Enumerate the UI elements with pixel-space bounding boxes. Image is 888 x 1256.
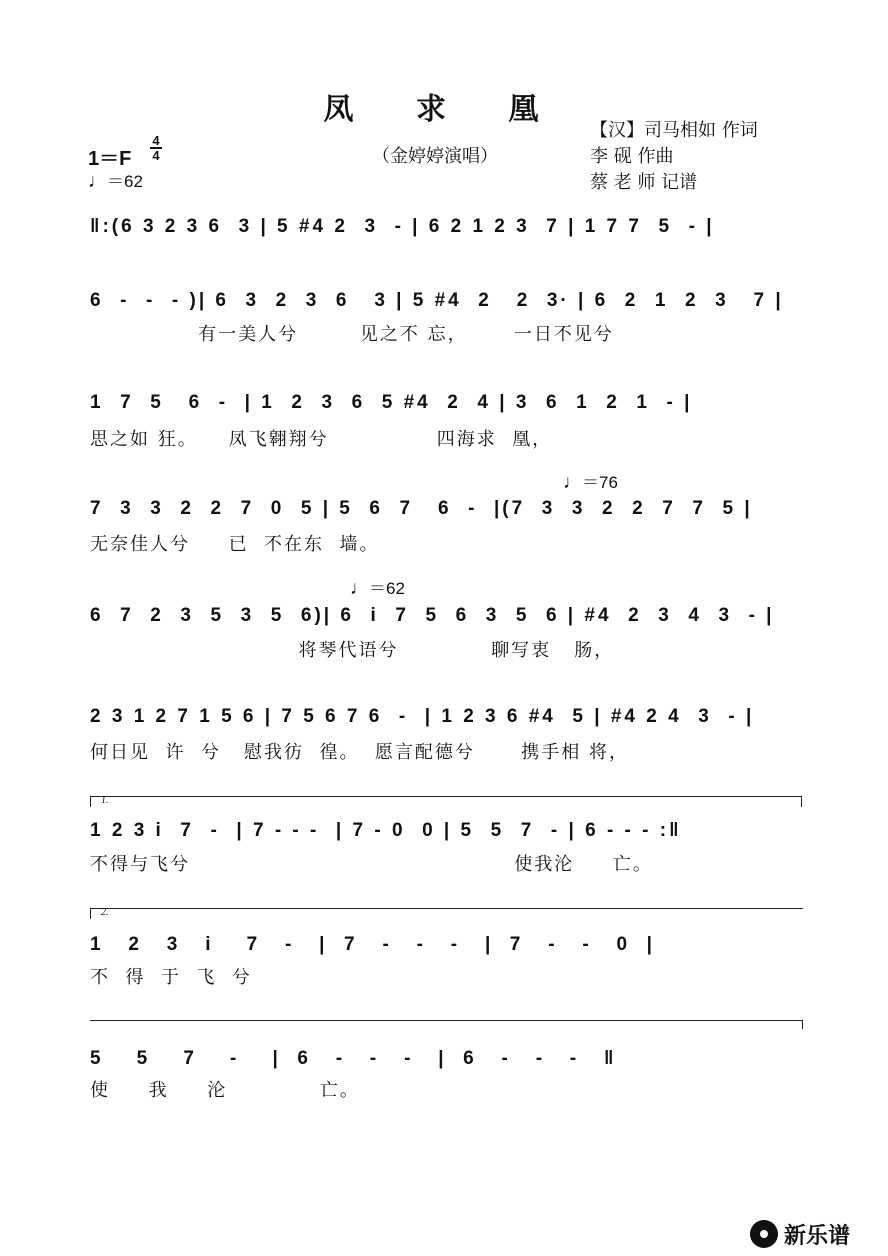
time-signature-top: 4 [152, 133, 160, 148]
music-line-9: 5 5 7 - | 6 - - - | 6 - - - ‖ [90, 1048, 617, 1069]
time-signature-bottom: 4 [152, 148, 160, 163]
lyrics-line-6: 何日见 许 兮 慰我彷 徨。 愿言配德兮 携手相 将， [90, 742, 629, 763]
transcriber-credit: 蔡 老 师 记谱 [590, 172, 698, 193]
quarter-note-icon: ♩ [350, 578, 369, 599]
lyrics-line-5: 将琴代语兮 聊写衷 肠， [90, 640, 615, 661]
lyrics-line-7: 不得与飞兮 使我沦 亡。 [90, 854, 653, 875]
music-line-3: 1 7 5 6 - | 1 2 3 6 5 #4 2 4 | 3 6 1 2 1 - | [90, 392, 693, 413]
second-ending-bracket: 2. [90, 908, 803, 919]
watermark-logo [750, 1218, 880, 1250]
lyrics-line-3: 思之如 狂。 凤飞翱翔兮 四海求 凰， [90, 429, 553, 450]
music-line-8: 1 2 3 i 7 - | 7 - - - | 7 - - 0 | [90, 934, 655, 955]
lyrics-line-8: 不 得 于 飞 兮 [90, 967, 252, 988]
lyrics-line-2: 有一美人兮 见之不 忘， 一日不见兮 [90, 324, 614, 345]
music-line-1: ‖:(6 3 2 3 6 3 | 5 #4 2 3 - | 6 2 1 2 3 7 | 1 7 7 5 - | [90, 216, 715, 237]
first-ending-bracket: 1. [90, 796, 802, 807]
time-signature [150, 134, 162, 162]
music-line-7: 1 2 3 i 7 - | 7 - - - | 7 - 0 0 | 5 5 7 - | 6 - - - :‖ [90, 820, 682, 841]
tempo-change-marking: ♩＝76 [563, 472, 618, 493]
brand-name: 新乐谱 [784, 1223, 851, 1249]
tempo-marking: ♩＝62 [88, 171, 143, 192]
tempo-change-marking-2: ♩＝62 [350, 578, 405, 599]
ending-continuation-bracket [90, 1020, 803, 1029]
lyrics-line-4: 无奈佳人兮 已 不在东 墙。 [90, 534, 380, 555]
music-line-2: 6 - - - )| 6 3 2 3 6 3 | 5 #4 2 2 3· | 6 2 1 2 3 7 | [90, 290, 784, 311]
performer-credit: （金婷婷演唱） [372, 146, 498, 167]
music-line-4: 7 3 3 2 2 7 0 5 | 5 6 7 6 - |(7 3 3 2 2 7 7 5 | [90, 498, 753, 519]
key-signature: 1＝F [88, 148, 132, 170]
music-line-6: 2 3 1 2 7 1 5 6 | 7 5 6 7 6 - | 1 2 3 6 #4 5 | #4 2 4 3 - | [90, 706, 755, 727]
quarter-note-icon: ♩ [88, 171, 107, 192]
lyricist-credit: 【汉】司马相如 作词 [590, 120, 758, 141]
quarter-note-icon: ♩ [563, 472, 582, 493]
composer-credit: 李 砚 作曲 [590, 146, 674, 167]
lyrics-line-9: 使 我 沦 亡。 [90, 1080, 360, 1101]
song-title: 凤 求 凰 [323, 92, 565, 127]
music-line-5: 6 7 2 3 5 3 5 6)| 6 i 7 5 6 3 5 6 | #4 2 3 4 3 - | [90, 605, 775, 626]
vinyl-record-icon [750, 1220, 778, 1248]
